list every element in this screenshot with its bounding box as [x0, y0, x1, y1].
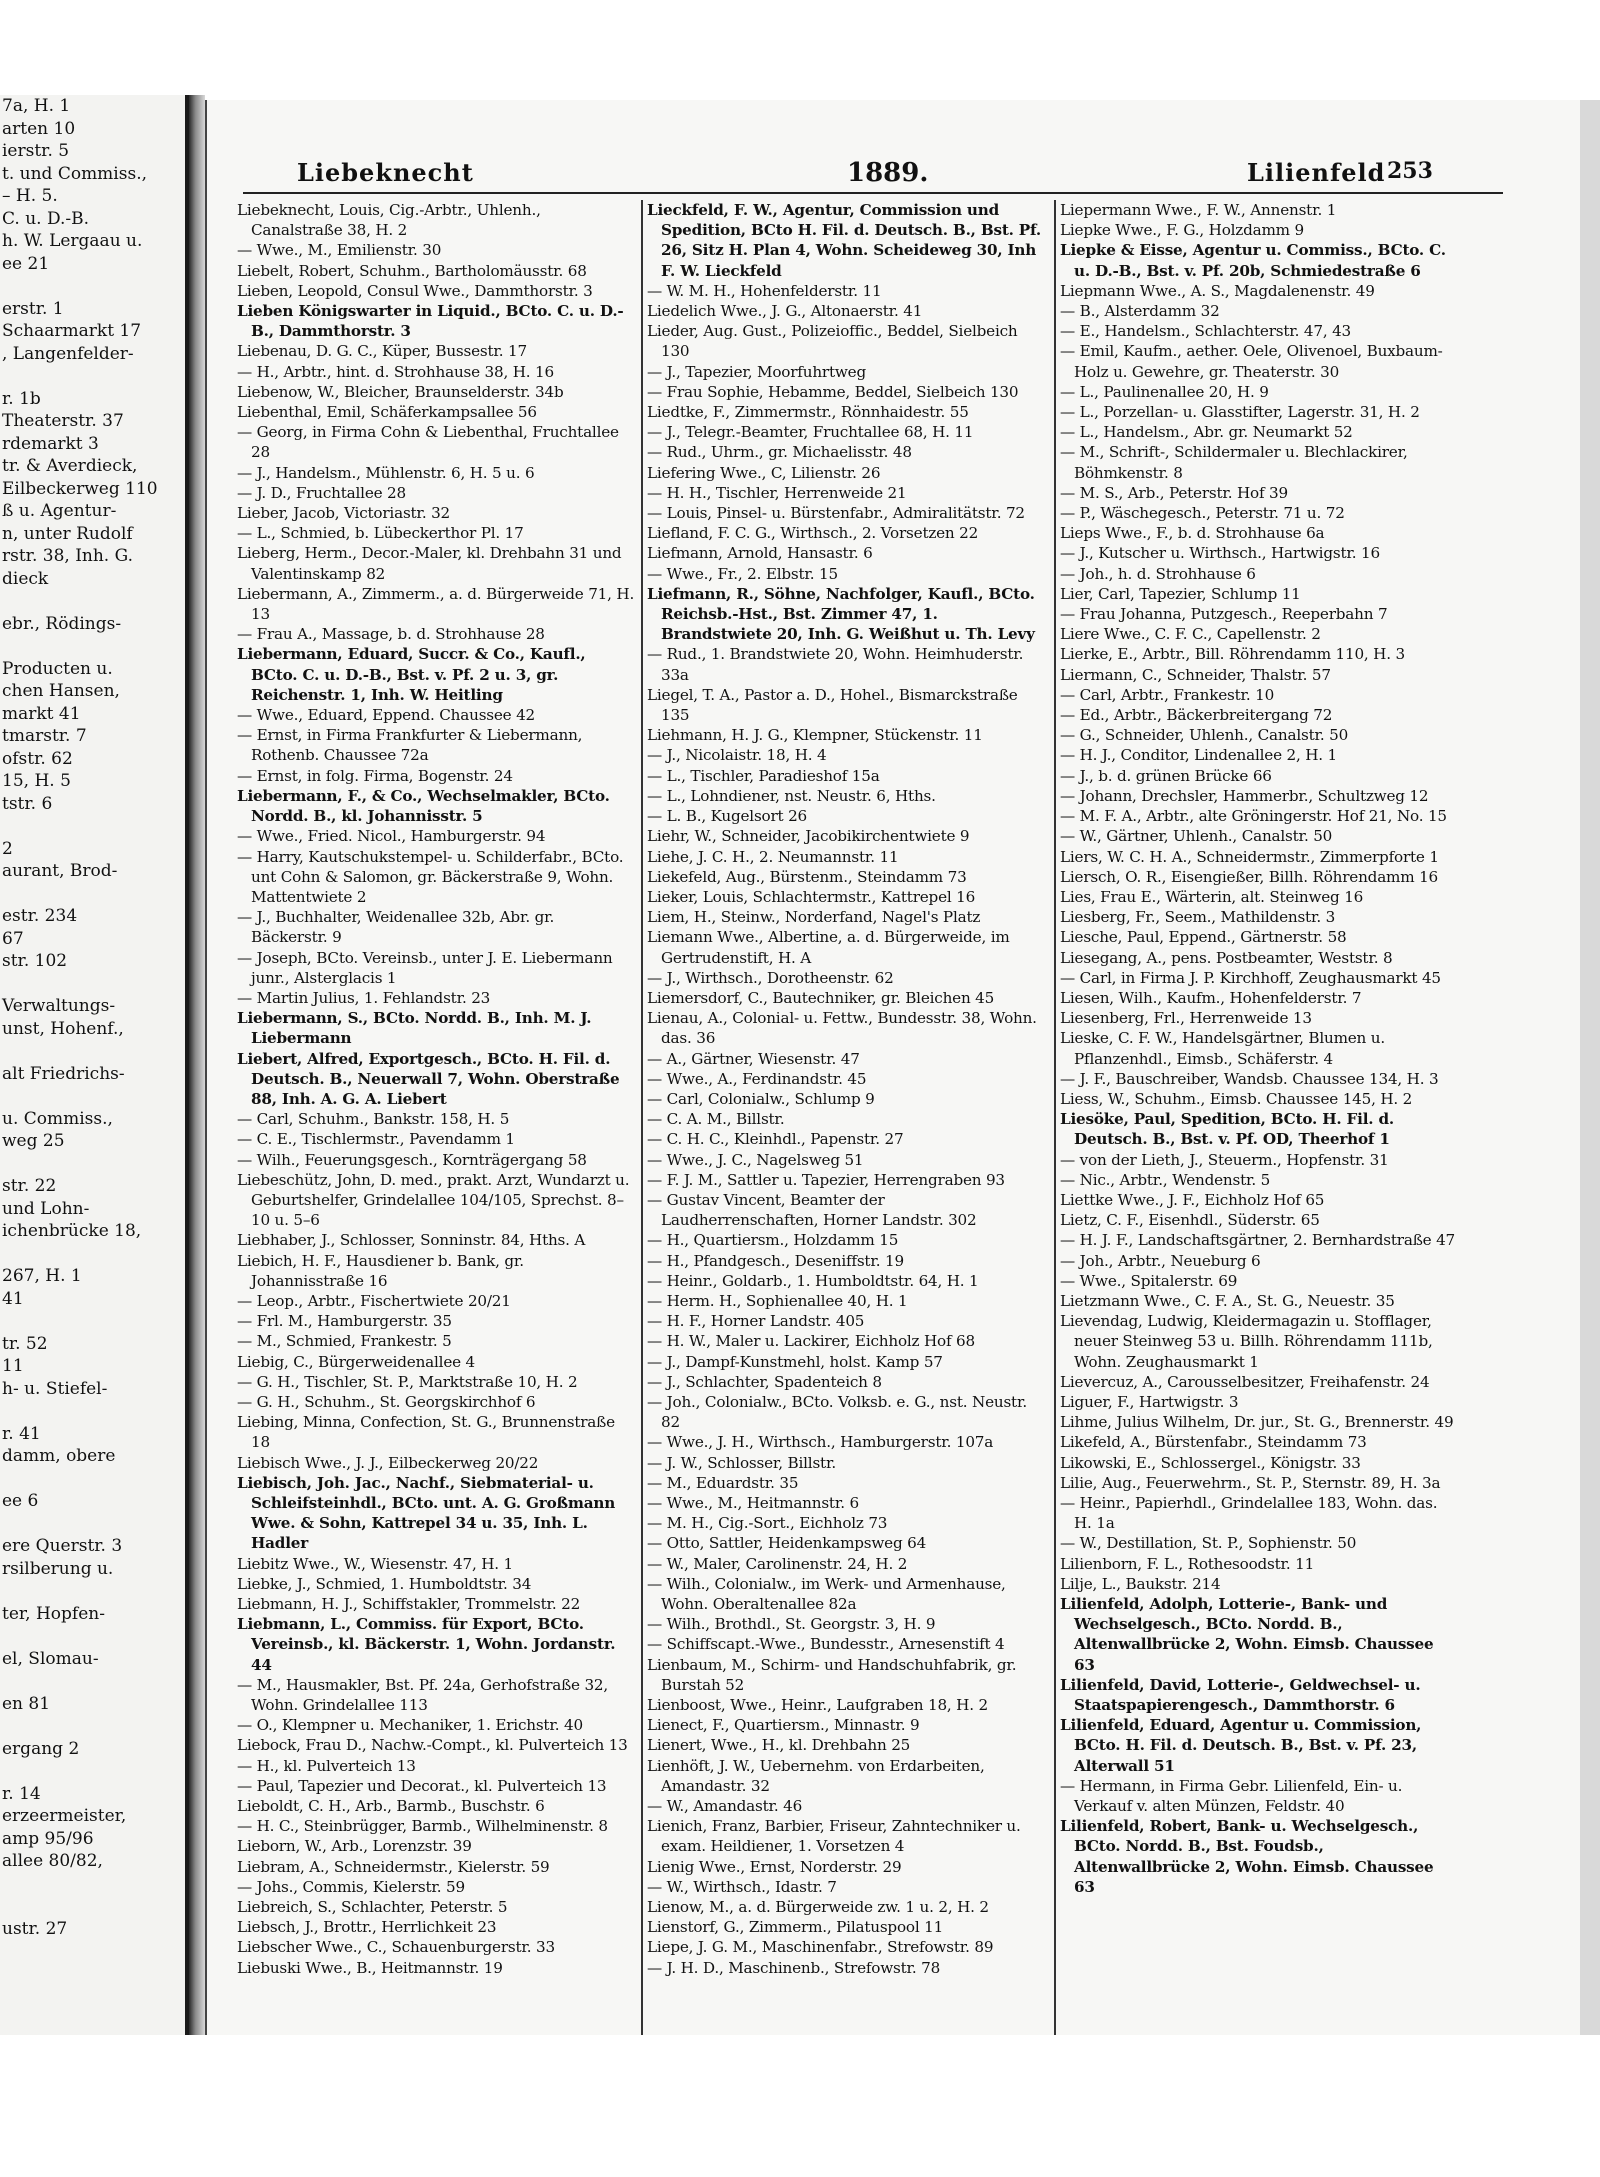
directory-entry: — Leop., Arbtr., Fischertwiete 20/21 — [237, 1291, 511, 1310]
left-page-line: str. 102 — [2, 951, 68, 971]
left-page-line: dieck — [2, 568, 49, 589]
directory-entry: Liermann, C., Schneider, Thalstr. 57 — [1060, 665, 1331, 684]
directory-column-1 — [237, 200, 635, 1978]
directory-entry: — Martin Julius, 1. Fehlandstr. 23 — [237, 988, 491, 1007]
directory-entry: — Carl, in Firma J. P. Kirchhoff, Zeughausmarkt 45 — [1060, 968, 1441, 987]
directory-entry: Likefeld, A., Bürstenfabr., Steindamm 73 — [1060, 1433, 1367, 1452]
directory-entry: — J., Nicolaistr. 18, H. 4 — [647, 746, 827, 765]
directory-entry: Liebeschütz, John, D. med., prakt. Arzt, Wundarzt u. Geburtshelfer, Grindelallee 104/105, Sprechst. 8–10 u. 5–6 — [237, 1170, 630, 1230]
directory-entry: — J., b. d. grünen Brücke 66 — [1060, 766, 1272, 785]
directory-entry: — Carl, Colonialw., Schlump 9 — [647, 1089, 875, 1108]
left-page-line: h. W. Lergaau u. — [2, 231, 143, 251]
left-page-line: 7a, H. 1 — [2, 96, 71, 116]
left-page-fragment — [0, 95, 189, 2035]
directory-entry: Liebenow, W., Bleicher, Braunselderstr. 34b — [237, 382, 564, 401]
left-page-line — [2, 1153, 185, 1176]
directory-entry: Liesöke, Paul, Spedition, BCto. H. Fil. d. Deutsch. B., Bst. v. Pf. OD, Theerhof 1 — [1060, 1110, 1394, 1149]
directory-entry: — Wilh., Brothdl., St. Georgstr. 3, H. 9 — [647, 1615, 936, 1634]
directory-entry: Liesenberg, Frl., Herrenweide 13 — [1060, 1009, 1312, 1028]
directory-entry: — Nic., Arbtr., Wendenstr. 5 — [1060, 1170, 1271, 1189]
directory-entry: — Georg, in Firma Cohn & Liebenthal, Fruchtallee 28 — [237, 423, 619, 462]
directory-entry: — M. S., Arb., Peterstr. Hof 39 — [1060, 483, 1288, 502]
directory-entry: Lieboldt, C. H., Arb., Barmb., Buschstr. 6 — [237, 1797, 545, 1816]
left-page-line: h- u. Stiefel- — [2, 1378, 108, 1399]
directory-entry: Lilienfeld, Robert, Bank- u. Wechselgesch., BCto. Nordd. B., Bst. Foudsb., Altenwallbrücke 2, Wohn. Eimsb. Chaussee 63 — [1060, 1817, 1434, 1896]
directory-entry: — Joh., Arbtr., Neueburg 6 — [1060, 1251, 1261, 1270]
directory-entry: — J., Schlachter, Spadenteich 8 — [647, 1372, 882, 1391]
directory-entry: Lienstorf, G., Zimmerm., Pilatuspool 11 — [647, 1918, 944, 1937]
left-page-line — [2, 635, 185, 658]
directory-entry: — M., Schrift-, Schildermaler u. Blechlackirer, Böhmkenstr. 8 — [1060, 443, 1408, 482]
directory-entry: Lienect, F., Quartiersm., Minnastr. 9 — [647, 1716, 920, 1735]
left-page-line: aurant, Brod- — [2, 861, 118, 881]
directory-entry: Lieder, Aug. Gust., Polizeioffic., Beddel, Sielbeich 130 — [647, 322, 1018, 361]
directory-entry: — Gustav Vincent, Beamter der Laudherrenschaften, Horner Landstr. 302 — [647, 1190, 977, 1230]
directory-entry: Liebscher Wwe., C., Schauenburgerstr. 33 — [237, 1938, 555, 1957]
directory-entry: — C. H. C., Kleinhdl., Papenstr. 27 — [647, 1130, 904, 1149]
directory-entry: Liers, W. C. H. A., Schneidermstr., Zimmerpforte 1 — [1060, 847, 1439, 866]
directory-entry: Liem, H., Steinw., Norderfand, Nagel's Platz — [647, 908, 981, 927]
directory-entry: Lilienfeld, Adolph, Lotterie-, Bank- und Wechselgesch., BCto. Nordd. B., Altenwallbrücke 2, Wohn. Eimsb. Chaussee 63 — [1060, 1595, 1434, 1674]
directory-entry: — L., Lohndiener, nst. Neustr. 6, Hths. — [647, 786, 936, 805]
directory-entry: — Johann, Drechsler, Hammerbr., Schultzweg 12 — [1060, 786, 1429, 805]
directory-entry: — Carl, Arbtr., Frankestr. 10 — [1060, 685, 1275, 704]
directory-entry: — J. W., Schlosser, Billstr. — [647, 1453, 836, 1472]
left-page-line: ierstr. 5 — [2, 141, 70, 161]
directory-entry: — Wwe., M., Heitmannstr. 6 — [647, 1494, 859, 1512]
left-page-line — [2, 883, 185, 906]
left-page-line: u. Commiss., — [2, 1108, 113, 1129]
directory-entry: Lienhöft, J. W., Uebernehm. von Erdarbeiten, Amandastr. 32 — [647, 1756, 985, 1795]
directory-entry: Liebing, Minna, Confection, St. G., Brunnenstraße 18 — [237, 1413, 615, 1452]
directory-entry: — Schiffscapt.-Wwe., Bundesstr., Arnesenstift 4 — [647, 1635, 1005, 1654]
left-page-line: 15, H. 5 — [2, 771, 71, 791]
directory-entry: Likowski, E., Schlossergel., Königstr. 33 — [1060, 1453, 1361, 1472]
directory-entry: Liefmann, R., Söhne, Nachfolger, Kaufl., BCto. Reichsb.-Hst., Bst. Zimmer 47, 1. Brandstwiete 20, Inh. G. Weißhut u. Th. Levy — [647, 584, 1035, 644]
directory-entry: Lieben, Leopold, Consul Wwe., Dammthorstr. 3 — [237, 281, 593, 300]
directory-entry: — Carl, Schuhm., Bankstr. 158, H. 5 — [237, 1110, 510, 1129]
directory-entry: — Heinr., Papierhdl., Grindelallee 183, Wohn. das. H. 1a — [1060, 1494, 1438, 1533]
left-page-line — [2, 1580, 185, 1603]
directory-entry: Lienig Wwe., Ernst, Norderstr. 29 — [647, 1857, 902, 1876]
left-page-line — [2, 815, 185, 838]
directory-entry: — Otto, Sattler, Heidenkampsweg 64 — [647, 1534, 927, 1553]
left-page-line — [2, 1468, 185, 1491]
directory-entry: Lieker, Louis, Schlachtermstr., Kattrepel 16 — [647, 887, 976, 906]
directory-entry: Liebuski Wwe., B., Heitmannstr. 19 — [237, 1958, 503, 1977]
directory-entry: Liehmann, H. J. G., Klempner, Stückenstr. 11 — [647, 726, 983, 745]
left-page-line: ofstr. 62 — [2, 748, 73, 769]
directory-entry: — J., Kutscher u. Wirthsch., Hartwigstr. 16 — [1060, 544, 1380, 563]
directory-entry: — J., Telegr.-Beamter, Fruchtallee 68, H. 11 — [647, 423, 974, 442]
directory-entry: Lieps Wwe., F., b. d. Strohhause 6a — [1060, 524, 1325, 543]
directory-entry: — Frau A., Massage, b. d. Strohhause 28 — [237, 625, 545, 644]
directory-entry: — L., Handelsm., Abr. gr. Neumarkt 52 — [1060, 423, 1353, 442]
directory-entry: — W., Amandastr. 46 — [647, 1797, 803, 1816]
directory-entry: — H. C., Steinbrügger, Barmb., Wilhelminenstr. 8 — [237, 1817, 608, 1836]
directory-entry: — H., Arbtr., hint. d. Strohhause 38, H. 16 — [237, 362, 554, 381]
left-page-line: allee 80/82, — [2, 1851, 103, 1871]
directory-entry: — Wilh., Feuerungsgesch., Kornträgergang 58 — [237, 1150, 587, 1169]
directory-entry: Liebitz Wwe., W., Wiesenstr. 47, H. 1 — [237, 1554, 513, 1573]
left-page-line: chen Hansen, — [2, 681, 120, 701]
left-page-line: C. u. D.-B. — [2, 208, 90, 229]
directory-entry: — C. A. M., Billstr. — [647, 1110, 785, 1129]
left-page-line: estr. 234 — [2, 906, 78, 926]
directory-entry: Liepermann Wwe., F. W., Annenstr. 1 — [1060, 201, 1337, 219]
directory-entry: — Wwe., Fried. Nicol., Hamburgerstr. 94 — [237, 827, 546, 846]
directory-entry: — H., Quartiersm., Holzdamm 15 — [647, 1231, 899, 1250]
directory-entry: — Emil, Kaufm., aether. Oele, Olivenoel, Buxbaum-Holz u. Gewehre, gr. Theaterstr. 30 — [1060, 342, 1443, 381]
directory-entry: Liebke, J., Schmied, 1. Humboldtstr. 34 — [237, 1574, 532, 1593]
directory-entry: Lievendag, Ludwig, Kleidermagazin u. Stofflager, neuer Steinweg 53 u. Billh. Röhrendamm 111b, Wohn. Zeughausmarkt 1 — [1060, 1312, 1433, 1371]
left-page-line: , Langenfelder- — [2, 343, 134, 364]
directory-entry: Lilie, Aug., Feuerwehrm., St. P., Sternstr. 89, H. 3a — [1060, 1473, 1441, 1492]
directory-entry: Liefland, F. C. G., Wirthsch., 2. Vorsetzen 22 — [647, 524, 979, 543]
directory-entry: Liepke & Eisse, Agentur u. Commiss., BCto. C. u. D.-B., Bst. v. Pf. 20b, Schmiedestraße 6 — [1060, 241, 1446, 280]
directory-page — [205, 100, 1582, 2035]
directory-entry: — Ernst, in folg. Firma, Bogenstr. 24 — [237, 766, 513, 785]
left-page-line — [2, 973, 185, 996]
directory-entry: — J., Dampf-Kunstmehl, holst. Kamp 57 — [647, 1352, 943, 1371]
directory-entry: Lilienfeld, Eduard, Agentur u. Commission, BCto. H. Fil. d. Deutsch. B., Bst. v. Pf. 23, Alterwall 51 — [1060, 1716, 1422, 1775]
left-page-line: tr. & Averdieck, — [2, 456, 138, 476]
directory-entry: — M., Hausmakler, Bst. Pf. 24a, Gerhofstraße 32, Wohn. Grindelallee 113 — [237, 1675, 609, 1715]
directory-entry: — J. D., Fruchtallee 28 — [237, 483, 406, 502]
directory-entry: Liebhaber, J., Schlosser, Sonninstr. 84, Hths. A — [237, 1231, 586, 1250]
left-page-line: ter, Hopfen- — [2, 1603, 105, 1624]
directory-entry: Lievercuz, A., Carousselbesitzer, Freihafenstr. 24 — [1060, 1372, 1430, 1391]
left-page-line: ee 21 — [2, 253, 50, 274]
directory-entry: Liepe, J. G. M., Maschinenfabr., Strefowstr. 89 — [647, 1938, 994, 1957]
directory-entry: — L., Porzellan- u. Glasstifter, Lagerstr. 31, H. 2 — [1060, 403, 1420, 422]
left-page-line — [2, 1715, 185, 1738]
directory-entry: Liere Wwe., C. F. C., Capellenstr. 2 — [1060, 625, 1321, 644]
left-page-line — [2, 1873, 185, 1896]
page-header — [237, 158, 1497, 188]
directory-entry: Lietzmann Wwe., C. F. A., St. G., Neuestr. 35 — [1060, 1291, 1395, 1310]
directory-entry: Liesche, Paul, Eppend., Gärtnerstr. 58 — [1060, 928, 1347, 947]
left-page-line: Schaarmarkt 17 — [2, 321, 142, 341]
directory-entry: — L., Tischler, Paradieshof 15a — [647, 766, 880, 785]
left-page-line: ustr. 27 — [2, 1918, 68, 1939]
directory-entry: Liebermann, Eduard, Succr. & Co., Kaufl., BCto. C. u. D.-B., Bst. v. Pf. 2 u. 3, gr. Reichenstr. 1, Inh. W. Heitling — [237, 645, 586, 704]
directory-entry: — J. F., Bauschreiber, Wandsb. Chaussee 134, H. 3 — [1060, 1069, 1439, 1088]
left-page-line: 267, H. 1 — [2, 1266, 82, 1286]
directory-entry: Lieckfeld, F. W., Agentur, Commission und Spedition, BCto H. Fil. d. Deutsch. B., Bst. Pf. 26, Sitz H. Plan 4, Wohn. Scheideweg 30, Inh F. W. Lieckfeld — [647, 201, 1041, 280]
directory-entry: — C. E., Tischlermstr., Pavendamm 1 — [237, 1130, 515, 1149]
left-page-line: alt Friedrichs- — [2, 1063, 125, 1084]
directory-entry: — J., Buchhalter, Weidenallee 32b, Abr. gr. Bäckerstr. 9 — [237, 908, 555, 947]
directory-entry: — Ed., Arbtr., Bäckerbreitergang 72 — [1060, 706, 1333, 725]
left-page-line: en 81 — [2, 1693, 51, 1714]
header-rule — [243, 192, 1503, 194]
directory-column-3 — [1060, 200, 1458, 1897]
left-page-line — [2, 1243, 185, 1266]
column-divider — [641, 200, 643, 2080]
directory-entry: Liebich, H. F., Hausdiener b. Bank, gr. Johannisstraße 16 — [237, 1251, 524, 1290]
directory-entry: — P., Wäschegesch., Peterstr. 71 u. 72 — [1060, 504, 1345, 523]
left-page-line — [2, 1400, 185, 1423]
left-page-line: 11 — [2, 1356, 24, 1376]
directory-entry: Liebenthal, Emil, Schäferkampsallee 56 — [237, 403, 537, 422]
directory-entry: — von der Lieth, J., Steuerm., Hopfenstr. 31 — [1060, 1150, 1389, 1169]
directory-entry: — H., kl. Pulverteich 13 — [237, 1756, 416, 1775]
scan-margin-right — [1580, 100, 1600, 2035]
directory-entry: — Louis, Pinsel- u. Bürstenfabr., Admiralitätstr. 72 — [647, 504, 1025, 523]
directory-entry: Liettke Wwe., J. F., Eichholz Hof 65 — [1060, 1190, 1325, 1209]
left-page-line: n, unter Rudolf — [2, 523, 133, 544]
page-number: 253 — [1387, 158, 1433, 184]
header-year: 1889. — [847, 158, 929, 188]
directory-entry: Liess, W., Schuhm., Eimsb. Chaussee 145, H. 2 — [1060, 1089, 1413, 1108]
directory-entry: — Joh., Colonialw., BCto. Volksb. e. G., nst. Neustr. 82 — [647, 1392, 1027, 1432]
left-page-line: r. 14 — [2, 1783, 41, 1804]
column-divider — [1054, 200, 1056, 2080]
directory-entry: Lieben Königswarter in Liquid., BCto. C. u. D.-B., Dammthorstr. 3 — [237, 302, 624, 341]
directory-entry: Liemann Wwe., Albertine, a. d. Bürgerweide, im Gertrudenstift, H. A — [647, 928, 1010, 967]
directory-entry: Lihme, Julius Wilhelm, Dr. jur., St. G., Brennerstr. 49 — [1060, 1413, 1454, 1432]
directory-entry: — G. H., Tischler, St. P., Marktstraße 10, H. 2 — [237, 1372, 578, 1391]
directory-entry: — J., Wirthsch., Dorotheenstr. 62 — [647, 968, 894, 987]
left-page-line: r. 41 — [2, 1423, 41, 1444]
directory-entry: Lieberg, Herm., Decor.-Maler, kl. Drehbahn 31 und Valentinskamp 82 — [237, 544, 622, 583]
left-page-line: ere Querstr. 3 — [2, 1536, 123, 1556]
directory-entry: — W., Maler, Carolinenstr. 24, H. 2 — [647, 1554, 908, 1573]
left-page-line: tr. 52 — [2, 1333, 48, 1354]
directory-entry: Liemersdorf, C., Bautechniker, gr. Bleichen 45 — [647, 988, 995, 1007]
left-page-line: ichenbrücke 18, — [2, 1221, 142, 1241]
directory-entry: Liebelt, Robert, Schuhm., Bartholomäusstr. 68 — [237, 261, 587, 280]
directory-entry: Lilienborn, F. L., Rothesoodstr. 11 — [1060, 1554, 1315, 1573]
directory-entry: Liebig, C., Bürgerweidenallee 4 — [237, 1352, 475, 1371]
directory-entry: — Johs., Commis, Kielerstr. 59 — [237, 1877, 465, 1896]
left-page-line: ebr., Rödings- — [2, 613, 122, 634]
left-page-line — [2, 1895, 185, 1918]
directory-entry: — H. F., Horner Landstr. 405 — [647, 1312, 865, 1331]
directory-entry: — L., Paulinenallee 20, H. 9 — [1060, 382, 1269, 401]
directory-entry: — Wilh., Colonialw., im Werk- und Armenhause, Wohn. Oberaltenallee 82a — [647, 1574, 1006, 1614]
directory-entry: — Wwe., J. H., Wirthsch., Hamburgerstr. 107a — [647, 1433, 994, 1452]
left-page-line: Theaterstr. 37 — [2, 411, 124, 431]
directory-entry: Liedelich Wwe., J. G., Altonaerstr. 41 — [647, 302, 923, 321]
directory-entry: — E., Handelsm., Schlachterstr. 47, 43 — [1060, 322, 1352, 341]
directory-entry: — M., Eduardstr. 35 — [647, 1473, 799, 1492]
directory-entry: — Harry, Kautschukstempel- u. Schilderfabr., BCto. unt Cohn & Salomon, gr. Bäckerstraße 9, Wohn. Mattentwiete 2 — [237, 847, 624, 906]
directory-entry: Liesen, Wilh., Kaufm., Hohenfelderstr. 7 — [1060, 988, 1362, 1007]
directory-entry: — Herm. H., Sophienallee 40, H. 1 — [647, 1291, 908, 1310]
directory-entry: Lilje, L., Baukstr. 214 — [1060, 1574, 1221, 1593]
left-page-line: damm, obere — [2, 1446, 116, 1466]
directory-entry: Liebermann, S., BCto. Nordd. B., Inh. M. J. Liebermann — [237, 1009, 592, 1048]
directory-entry: — Wwe., M., Emilienstr. 30 — [237, 241, 442, 260]
directory-entry: Lienboost, Wwe., Heinr., Laufgraben 18, H. 2 — [647, 1696, 988, 1715]
directory-entry: Liebmann, H. J., Schiffstakler, Trommelstr. 22 — [237, 1595, 581, 1614]
directory-entry: Liepke Wwe., F. G., Holzdamm 9 — [1060, 221, 1304, 240]
left-page-line: erzeermeister, — [2, 1806, 127, 1826]
directory-entry: Liebisch, Joh. Jac., Nachf., Siebmaterial- u. Schleifsteinhdl., BCto. unt. A. G. Großmann Wwe. & Sohn, Kattrepel 34 u. 35, Inh. L. Hadler — [237, 1473, 616, 1553]
left-page-line: arten 10 — [2, 118, 76, 139]
header-left-catchword: Liebeknecht — [297, 158, 474, 187]
directory-entry: Lienow, M., a. d. Bürgerweide zw. 1 u. 2, H. 2 — [647, 1898, 989, 1917]
directory-entry: — F. J. M., Sattler u. Tapezier, Herrengraben 93 — [647, 1170, 1005, 1189]
left-page-line: 2 — [2, 838, 13, 859]
directory-entry: Liebram, A., Schneidermstr., Kielerstr. 59 — [237, 1857, 550, 1876]
directory-entry: — Frl. M., Hamburgerstr. 35 — [237, 1312, 452, 1331]
directory-entry: Liepmann Wwe., A. S., Magdalenenstr. 49 — [1060, 281, 1375, 300]
left-page-line — [2, 590, 185, 613]
directory-entry: — W., Wirthsch., Idastr. 7 — [647, 1877, 837, 1896]
directory-entry: — M. F. A., Arbtr., alte Gröningerstr. Hof 21, No. 15 — [1060, 807, 1447, 826]
directory-entry: — W., Gärtner, Uhlenh., Canalstr. 50 — [1060, 827, 1333, 846]
directory-entry: — H. W., Maler u. Lackirer, Eichholz Hof 68 — [647, 1332, 975, 1351]
left-page-line: Producten u. — [2, 658, 113, 679]
directory-entry: Liesberg, Fr., Seem., Mathildenstr. 3 — [1060, 908, 1336, 927]
directory-entry: — Wwe., Eduard, Eppend. Chaussee 42 — [237, 706, 536, 725]
left-page-line: und Lohn- — [2, 1198, 90, 1219]
directory-entry: Liebock, Frau D., Nachw.-Compt., kl. Pulverteich 13 — [237, 1736, 628, 1755]
directory-entry: Lies, Frau E., Wärterin, alt. Steinweg 16 — [1060, 887, 1364, 906]
directory-entry: Liebeknecht, Louis, Cig.-Arbtr., Uhlenh., Canalstraße 38, H. 2 — [237, 201, 541, 240]
left-page-line: el, Slomau- — [2, 1648, 99, 1669]
directory-entry: — Frau Sophie, Hebamme, Beddel, Sielbeich 130 — [647, 382, 1019, 401]
directory-entry: Liekefeld, Aug., Bürstenm., Steindamm 73 — [647, 867, 967, 886]
directory-entry: — L., Schmied, b. Lübeckerthor Pl. 17 — [237, 524, 524, 543]
directory-entry: — M., Schmied, Frankestr. 5 — [237, 1332, 452, 1351]
directory-entry: Liebenau, D. G. C., Küper, Bussestr. 17 — [237, 342, 527, 361]
directory-entry: — Heinr., Goldarb., 1. Humboldtstr. 64, H. 1 — [647, 1271, 979, 1290]
left-page-line — [2, 1625, 185, 1648]
directory-entry: Liebreich, S., Schlachter, Peterstr. 5 — [237, 1898, 508, 1917]
left-page-line — [2, 275, 185, 298]
left-page-line: ergang 2 — [2, 1738, 80, 1759]
directory-entry: — Hermann, in Firma Gebr. Lilienfeld, Ein- u. Verkauf v. alten Münzen, Feldstr. 40 — [1060, 1776, 1403, 1816]
directory-column-2 — [647, 200, 1045, 1978]
left-page-line — [2, 1040, 185, 1063]
directory-entry: Liebmann, L., Commiss. für Export, BCto. Vereinsb., kl. Bäckerstr. 1, Wohn. Jordanstr. 44 — [237, 1615, 616, 1674]
left-page-line — [2, 1760, 185, 1783]
left-page-line: weg 25 — [2, 1131, 65, 1151]
directory-entry: Lieske, C. F. W., Handelsgärtner, Blumen u. Pflanzenhdl., Eimsb., Schäferstr. 4 — [1060, 1029, 1385, 1068]
directory-entry: — Wwe., Fr., 2. Elbstr. 15 — [647, 564, 838, 583]
directory-entry: — O., Klempner u. Mechaniker, 1. Erichstr. 40 — [237, 1716, 583, 1735]
directory-entry: — J., Handelsm., Mühlenstr. 6, H. 5 u. 6 — [237, 463, 535, 482]
directory-entry: — M. H., Cig.-Sort., Eichholz 73 — [647, 1514, 888, 1533]
directory-entry: Lienert, Wwe., H., kl. Drehbahn 25 — [647, 1736, 911, 1755]
directory-entry: — Joseph, BCto. Vereinsb., unter J. E. Liebermann junr., Alsterglacis 1 — [237, 948, 613, 987]
directory-entry: Lilienfeld, David, Lotterie-, Geldwechsel- u. Staatspapierengesch., Dammthorstr. 6 — [1060, 1675, 1421, 1715]
directory-entry: — Joh., h. d. Strohhause 6 — [1060, 564, 1256, 583]
directory-entry: — Wwe., A., Ferdinandstr. 45 — [647, 1069, 867, 1088]
directory-entry: Liehr, W., Schneider, Jacobikirchentwiete 9 — [647, 827, 970, 846]
directory-entry: Liefmann, Arnold, Hansastr. 6 — [647, 544, 873, 563]
left-page-line — [2, 1513, 185, 1536]
left-page-line: 67 — [2, 928, 24, 949]
left-page-line: tmarstr. 7 — [2, 726, 87, 746]
directory-entry: — L. B., Kugelsort 26 — [647, 807, 808, 826]
directory-entry: — H., Pfandgesch., Deseniffstr. 19 — [647, 1251, 904, 1270]
left-page-line: tstr. 6 — [2, 793, 53, 814]
left-page-line: markt 41 — [2, 703, 81, 724]
directory-entry: — Paul, Tapezier und Decorat., kl. Pulverteich 13 — [237, 1776, 607, 1795]
left-page-line: erstr. 1 — [2, 298, 64, 319]
left-page-line: r. 1b — [2, 388, 41, 409]
directory-entry: Lierke, E., Arbtr., Bill. Röhrendamm 110, H. 3 — [1060, 645, 1405, 664]
directory-entry: Liebermann, A., Zimmerm., a. d. Bürgerweide 71, H. 13 — [237, 584, 635, 624]
left-page-line: rdemarkt 3 — [2, 433, 99, 454]
book-spine — [189, 95, 205, 2035]
directory-entry: Lienbaum, M., Schirm- und Handschuhfabrik, gr. Burstah 52 — [647, 1655, 1017, 1694]
left-page-line: rstr. 38, Inh. G. — [2, 546, 133, 566]
left-page-line: Eilbeckerweg 110 — [2, 478, 158, 499]
directory-entry: — Wwe., J. C., Nagelsweg 51 — [647, 1150, 864, 1169]
directory-entry: — Ernst, in Firma Frankfurter & Liebermann, Rothenb. Chaussee 72a — [237, 726, 583, 765]
directory-entry: Liedtke, F., Zimmermstr., Rönnhaidestr. 55 — [647, 403, 969, 422]
left-page-line — [2, 365, 185, 388]
header-right-catchword: Lilienfeld — [1247, 158, 1386, 187]
directory-entry: — B., Alsterdamm 32 — [1060, 302, 1220, 321]
directory-entry: — Wwe., Spitalerstr. 69 — [1060, 1271, 1238, 1290]
directory-entry: Liebisch Wwe., J. J., Eilbeckerweg 20/22 — [237, 1453, 539, 1472]
left-page-line: – H. 5. — [2, 186, 58, 206]
directory-entry: — Rud., Uhrm., gr. Michaelisstr. 48 — [647, 443, 912, 462]
directory-entry: — J. H. D., Maschinenb., Strefowstr. 78 — [647, 1958, 941, 1977]
directory-entry: Lietz, C. F., Eisenhdl., Süderstr. 65 — [1060, 1211, 1320, 1230]
scan-margin-top — [0, 0, 1600, 95]
left-page-line: Verwaltungs- — [2, 996, 116, 1016]
directory-entry: Liehe, J. C. H., 2. Neumannstr. 11 — [647, 847, 899, 866]
directory-entry: — G., Schneider, Uhlenh., Canalstr. 50 — [1060, 726, 1349, 745]
directory-entry: — J., Tapezier, Moorfuhrtweg — [647, 362, 866, 381]
scan-margin-bottom — [0, 2035, 1600, 2177]
directory-entry: Lienich, Franz, Barbier, Friseur, Zahntechniker u. exam. Heildiener, 1. Vorsetzen 4 — [647, 1817, 1021, 1856]
directory-entry: Liesegang, A., pens. Postbeamter, Weststr. 8 — [1060, 948, 1393, 967]
left-page-line: str. 22 — [2, 1176, 57, 1196]
left-page-line: amp 95/96 — [2, 1828, 94, 1849]
directory-entry: Lieborn, W., Arb., Lorenzstr. 39 — [237, 1837, 472, 1856]
left-page-line — [2, 1085, 185, 1108]
directory-entry: — H. J. F., Landschaftsgärtner, 2. Bernhardstraße 47 — [1060, 1231, 1456, 1250]
directory-entry: — W., Destillation, St. P., Sophienstr. 50 — [1060, 1534, 1357, 1553]
directory-entry: — Rud., 1. Brandstwiete 20, Wohn. Heimhuderstr. 33a — [647, 645, 1024, 684]
left-page-line — [2, 1310, 185, 1333]
directory-entry: Liersch, O. R., Eisengießer, Billh. Röhrendamm 16 — [1060, 867, 1439, 886]
left-page-line — [2, 1670, 185, 1693]
directory-entry: Liguer, F., Hartwigstr. 3 — [1060, 1392, 1239, 1411]
left-page-line: rsilberung u. — [2, 1558, 114, 1579]
directory-entry: — G. H., Schuhm., St. Georgskirchhof 6 — [237, 1392, 536, 1411]
directory-entry: Liebert, Alfred, Exportgesch., BCto. H. Fil. d. Deutsch. B., Neuerwall 7, Wohn. Oberstraße 88, Inh. A. G. A. Liebert — [237, 1049, 620, 1108]
directory-entry: Liefering Wwe., C, Lilienstr. 26 — [647, 463, 881, 482]
directory-entry: Liegel, T. A., Pastor a. D., Hohel., Bismarckstraße 135 — [647, 685, 1018, 725]
directory-entry: — Frau Johanna, Putzgesch., Reeperbahn 7 — [1060, 605, 1388, 624]
directory-entry: Liebsch, J., Brottr., Herrlichkeit 23 — [237, 1918, 497, 1937]
directory-entry: — H. H., Tischler, Herrenweide 21 — [647, 483, 907, 502]
left-page-line: unst, Hohenf., — [2, 1018, 124, 1039]
left-page-line: ee 6 — [2, 1491, 39, 1511]
directory-entry: — H. J., Conditor, Lindenallee 2, H. 1 — [1060, 746, 1337, 765]
left-page-line: ß u. Agentur- — [2, 501, 117, 521]
directory-entry: — A., Gärtner, Wiesenstr. 47 — [647, 1049, 860, 1068]
left-page-line: 41 — [2, 1288, 24, 1309]
directory-entry: Lieber, Jacob, Victoriastr. 32 — [237, 504, 451, 523]
directory-entry: Liebermann, F., & Co., Wechselmakler, BCto. Nordd. B., kl. Johannisstr. 5 — [237, 786, 610, 826]
directory-entry: — W. M. H., Hohenfelderstr. 11 — [647, 281, 882, 300]
directory-entry: Lier, Carl, Tapezier, Schlump 11 — [1060, 584, 1301, 603]
directory-entry: Lienau, A., Colonial- u. Fettw., Bundesstr. 38, Wohn. das. 36 — [647, 1009, 1037, 1048]
left-page-line: t. und Commiss., — [2, 163, 147, 184]
